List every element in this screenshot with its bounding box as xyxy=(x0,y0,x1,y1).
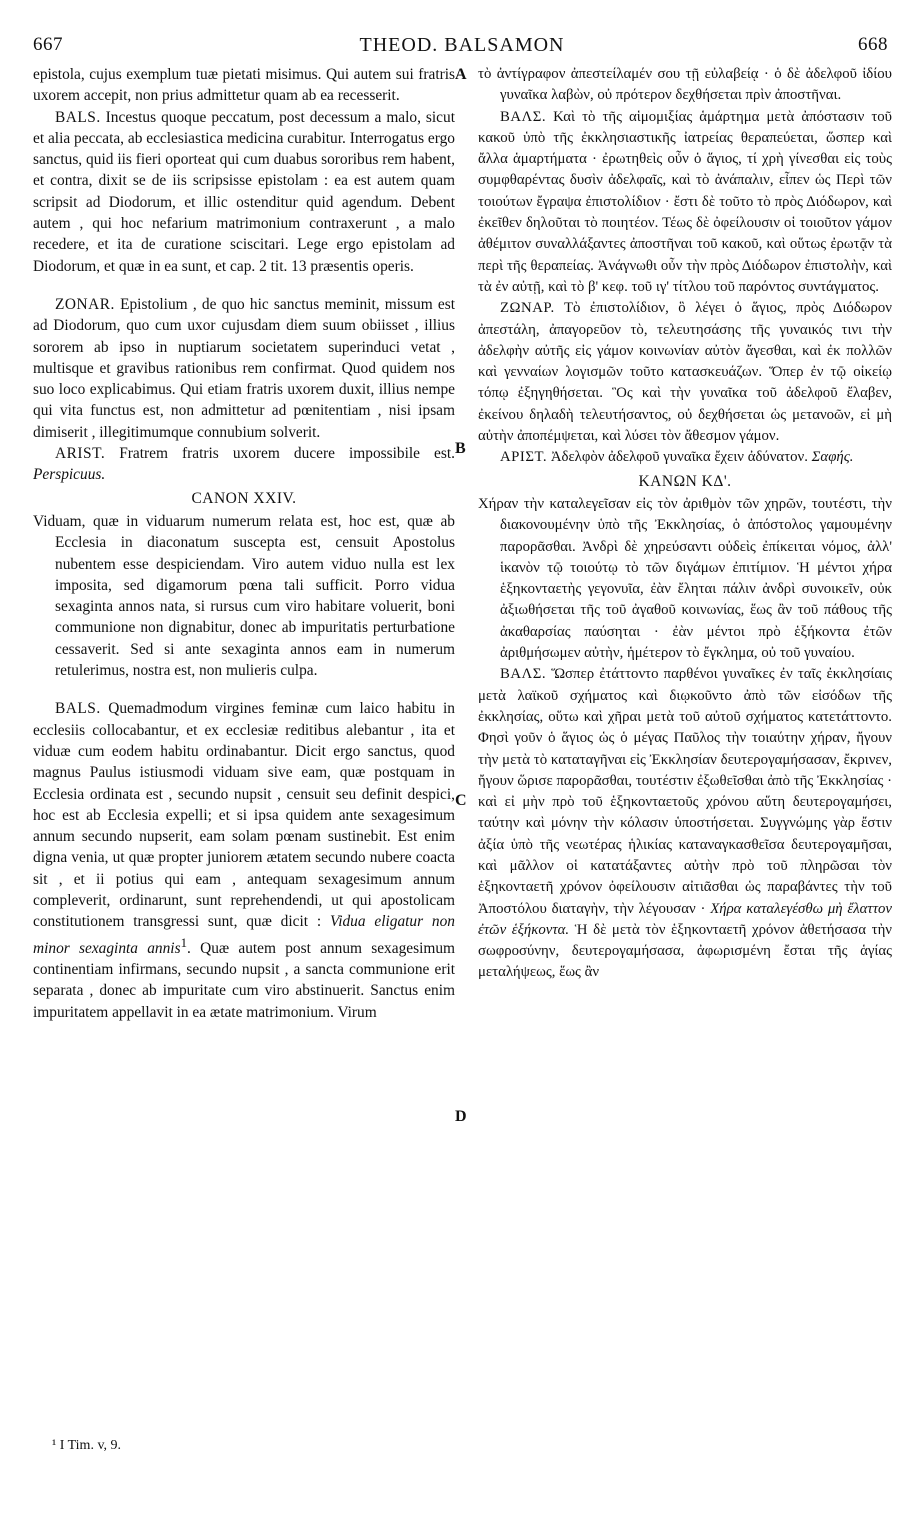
latin-column xyxy=(33,64,455,1023)
canon-text: Χήραν τὴν καταλεγεῖσαν εἰς τὸν ἀριθμὸν τῶν χηρῶν, τουτέστι, τὴν διακονουμένην ὑπὸ τῆς Ἐκκλησίας, ὁ ἀπόστολος γαμουμένην παρορᾶσθαι. Ἀνδρὶ δὲ χηρεύσαντι οὐδεὶς ἐπίκειται νόμος, ἀλλ' ἱκανὸν τῷ τοιούτῳ τὸ τῶν διγάμων ἐπιτίμιον. Ἡ μέντοι χήρα ἑξηκονταετὴς γεγονυῖα, ἐὰν ἔληται πάλιν ἀνδρὶ συνοικεῖν, οὐκ ἀξιωθήσεται τῆς τοῦ ἀγαθοῦ κοινωνίας, ἕως ἂν τοῦ πάθους τῆς ἀκαθαρσίας παύσηται · ἐὰν μέντοι πρὸ ἑξήκοντα ἐτῶν ἀριθμήσωμεν αὐτὴν, ἡμέτερον τὸ ἔγκλημα, οὐ τοῦ γυναίου. xyxy=(478,495,892,662)
commentator-label: BALS. xyxy=(55,108,101,126)
commentator-label: ΑΡΙΣΤ. xyxy=(500,449,548,466)
latin-paragraph: ARIST. Fratrem fratris uxorem ducere impossibile est. Perspicuus. xyxy=(33,445,455,484)
greek-paragraph: ΑΡΙΣΤ. Ἀδελφὸν ἀδελφοῦ γυναῖκα ἔχειν ἀδύνατον. Σαφής. xyxy=(500,449,854,466)
greek-paragraph: ΒΑΛΣ. Ὥσπερ ἐτάττοντο παρθένοι γυναῖκες ἐν ταῖς ἐκκλησίαις μετὰ λαϊκοῦ σχήματος καὶ διῳκοῦντο ἀπὸ τῶν εἰσόδων τῆς ἐκκλησίας, οὕτω καὶ χῆραι μετὰ τοῦ αὐτοῦ σχήματος κατετάττοντο. Φησὶ γοῦν ὁ ἅγιος ὡς ὁ μέγας Παῦλος τὴν τοιαύτην χήραν, ἤγουν τὴν μετὰ τὸ καταταγῆναι εἰς Ἐκκλησίαν δευτερογαμήσασαν, ἔκρινεν, ἤγουν ὥρισε παρορᾶσθαι, τουτέστιν ἐξωθεῖσθαι ἀπὸ τῆς Ἐκκλησίας · καὶ εἰ μὴν πρὸ τοῦ ἑξηκονταετοῦς χρόνου αὕτη δευτερογαμήσει, ταύτην καὶ μόνην τὴν κόλασιν ὑποστήσεται. Συγγνώμης γὰρ ἔστιν ἀξία ὑπὸ τῆς νεωτέρας ἡλικίας καταναγκασθεῖσα δευτερογαμῆσαι, καὶ μᾶλλον οἱ κατατάξαντες αὐτὴν πρὸ τοῦ πληρῶσαι τὸν ἑξηκονταετῆ χρόνον ὀφείλουσιν αἰτιᾶσθαι ὡς παραβάντες τὴν τοῦ Ἀποστόλου διαταγὴν, τὴν λέγουσαν · Χήρα καταλεγέσθω μὴ ἔλαττον ἐτῶν ἑξήκοντα. Ἡ δὲ μετὰ τὸν ἑξηκονταετῆ χρόνον ἀθετήσασα τὴν σωφροσύνην, δευτερογαμήσασα, ἀφωρισμένη ἔσται τῆς ἁγίας μεταλήψεως, ἕως ἂν xyxy=(478,666,892,981)
margin-marker-b: B xyxy=(455,440,466,457)
latin-paragraph: ZONAR. Epistolium , de quo hic sanctus meminit, missum est ad Diodorum, quo cum uxor cujusdam diem suum obiisset , illius sororem ab ipso in nuptiarum societatem superinduci vetat , multisque et gravibus rationibus rem confirmat. Quod quidem nos suo loco explicabimus. Qui etiam fratris uxorem duxit, illius nempe qui vita functus est, non admittetur ad pœnitentiam , nisi ipsam dimiserit , illegitimumque connubium solverit. xyxy=(33,295,455,441)
canon-text: Viduam, quæ in viduarum numerum relata est, hoc est, quæ ab Ecclesia in diaconatum suscepta est, censuit Apostolus nubentem esse despiciendam. Viro autem viduo nulla est lex imposita, sed digamorum pœna tali sufficit. Porro vidua sexaginta annos nata, si rursus cum viro habitare voluerit, boni communione non dignabitur, donec ab impuritatis perturbatione cessaverit. Sed si ante sexaginta annos eam in numerum retulerimus, nostra est, non mulieris culpa. xyxy=(33,512,455,680)
latin-paragraph: epistola, cujus exemplum tuæ pietati misimus. Qui autem sui fratris uxorem accepit, non prius admittetur quam ab ea recesserit. xyxy=(33,66,455,105)
commentator-label: ΖΩΝΑΡ. xyxy=(500,300,555,317)
commentator-label: ΒΑΛΣ. xyxy=(500,666,547,683)
greek-paragraph: ΖΩΝΑΡ. Τὸ ἐπιστολίδιον, ὃ λέγει ὁ ἅγιος, πρὸς Διόδωρον ἀπεστάλη, ἀπαγορεῦον τὸ, τελευτησάσης τῆς γυναικός τινι τὴν ἀδελφὴν αὐτῆς εἰς γάμον κοινωνίαν αὐτὸν ἄγεσθαι, καὶ ἐκ πολλῶν καὶ γενναίων λογισμῶν τοῦτο κατασκευάζων. Ὅπερ ἐν τῷ οἰκείῳ τόπῳ ἐξηγηθήσεται. Ὃς καὶ τὴν γυναῖκα τοῦ ἀδελφοῦ ἔλαβεν, ἐκείνου δηλαδὴ τελευτήσαντος, οὐ δεχθήσεται ὡς μετανοῶν, εἰ μὴ αὐτὴν ἀποπέμψεται, καὶ λύσει τὸν ἄθεσμον γάμον. xyxy=(478,300,893,445)
canon-title: ΚΑΝΩΝ ΚΔ'. xyxy=(638,472,732,490)
latin-paragraph: BALS. Quemadmodum virgines feminæ cum laico habitu in ecclesiis collocabantur, et ex ecclesiæ reditibus alebantur , ita et viduæ cum eodem habitu ordinabantur. Dicit ergo sanctus, quod magnus Paulus istiusmodi viduam sive eam, quæ postquam in Ecclesia ordinata est , secundo nupsit , censuit seu definit despici, hoc est ab Ecclesia expelli; et si ipsa quidem ante sexagesimum annum secundo nupserit, eam solam pœnam sustinebit. Est enim digna venia, ut quæ propter juniorem ætatem secundo nubere coacta sit , et ii potius qui eam , antequam sexagesimum annum compleverit, ordinarunt, sunt reprehendendi, ut qui apostolicam constitutionem transgressi sunt, quæ dicit : Vidua eligatur non minor sexaginta annis$^1$. Quæ autem post annum sexagesimum continentiam infirmans, secundo nupsit , a sancta communione erit separata , donec ab impuritate cum viro abstinuerit. Sanctus enim impuritatem appellavit in ea ætate matrimonium. Virum xyxy=(33,700,455,1021)
greek-column xyxy=(478,64,892,984)
commentator-label: ZONAR. xyxy=(55,295,115,313)
margin-marker-d: D xyxy=(455,1108,467,1125)
greek-paragraph: ΒΑΛΣ. Καὶ τὸ τῆς αἱμομιξίας ἁμάρτημα μετὰ ἀπόστασιν τοῦ κακοῦ ὑπὸ τῆς ἐκκλησιαστικῆς ἰατρείας θεραπεύεται, ὥσπερ καὶ ἄλλα ἁμαρτήματα · ἐρωτηθεὶς οὖν ὁ ἅγιος, τί χρὴ γίνεσθαι εἰς τοὺς συμφθαρέντας δυσὶν ἀδελφαῖς, καὶ τὸ ἀνάπαλιν, εἶπεν ὡς Περὶ τῶν τοιούτων ἔγραψα ἐπιστολίδιον · ἔστι δὲ τοῦτο τὸ πρὸς Διόδωρον, καὶ ἐκεῖθεν δηλοῦται τὸ ποιητέον. Τέως δὲ ὀφείλουσιν οἱ τοιοῦτον γάμον ἀθέμιτον συναλλάξαντες ἀποστῆναι τοῦ κακοῦ, καὶ οὕτως ἐρωτᾷν τὰ περὶ τῆς θεραπείας. Ἀνάγνωθι οὖν τὴν πρὸς Διόδωρον ἐπιστολὴν, καὶ τὰ ἐν αὐτῇ, καὶ τὸ β' κεφ. τοῦ ιγ' τίτλου τοῦ παρόντος συντάγματος. xyxy=(478,108,892,295)
page-number-left: 667 xyxy=(33,34,63,55)
greek-paragraph: τὸ ἀντίγραφον ἀπεστείλαμέν σου τῇ εὐλαβείᾳ · ὁ δὲ ἀδελφοῦ ἰδίου γυναῖκα λαβὼν, οὐ πρότερον δεχθήσεται πρὶν ἀποστῆναι. xyxy=(478,66,892,104)
latin-paragraph: BALS. Incestus quoque peccatum, post decessum a malo, sicut et alia peccata, ab ecclesiastica medicina curabitur. Interrogatus ergo sanctus, quid iis fieri oporteat qui cum duabus sororibus rem habent, et contra, dixit se de iis scripsisse epistolam : ea est autem quam scripsit ad Diodorum, et illic ostenditur quid agendum. Debent autem , qui hoc nefarium matrimonium contraxerunt , a malo recedere, et ita de curatione sciscitari. Lege ergo epistolam ad Diodorum, et quæ in ea sunt, et cap. 2 tit. 13 præsentis operis. xyxy=(33,108,455,275)
page-number-right: 668 xyxy=(858,34,888,55)
margin-marker-a: A xyxy=(455,66,467,83)
footnote-ref: 1 xyxy=(180,935,187,950)
commentator-label: ΒΑΛΣ. xyxy=(500,108,547,125)
commentator-label: ARIST. xyxy=(55,445,106,463)
running-title: THEOD. BALSAMON xyxy=(359,34,565,56)
footnote: ¹ I Tim. v, 9. xyxy=(52,1438,122,1453)
margin-marker-c: C xyxy=(455,792,467,809)
commentator-label: BALS. xyxy=(55,700,101,718)
canon-title: CANON XXIV. xyxy=(191,489,297,507)
